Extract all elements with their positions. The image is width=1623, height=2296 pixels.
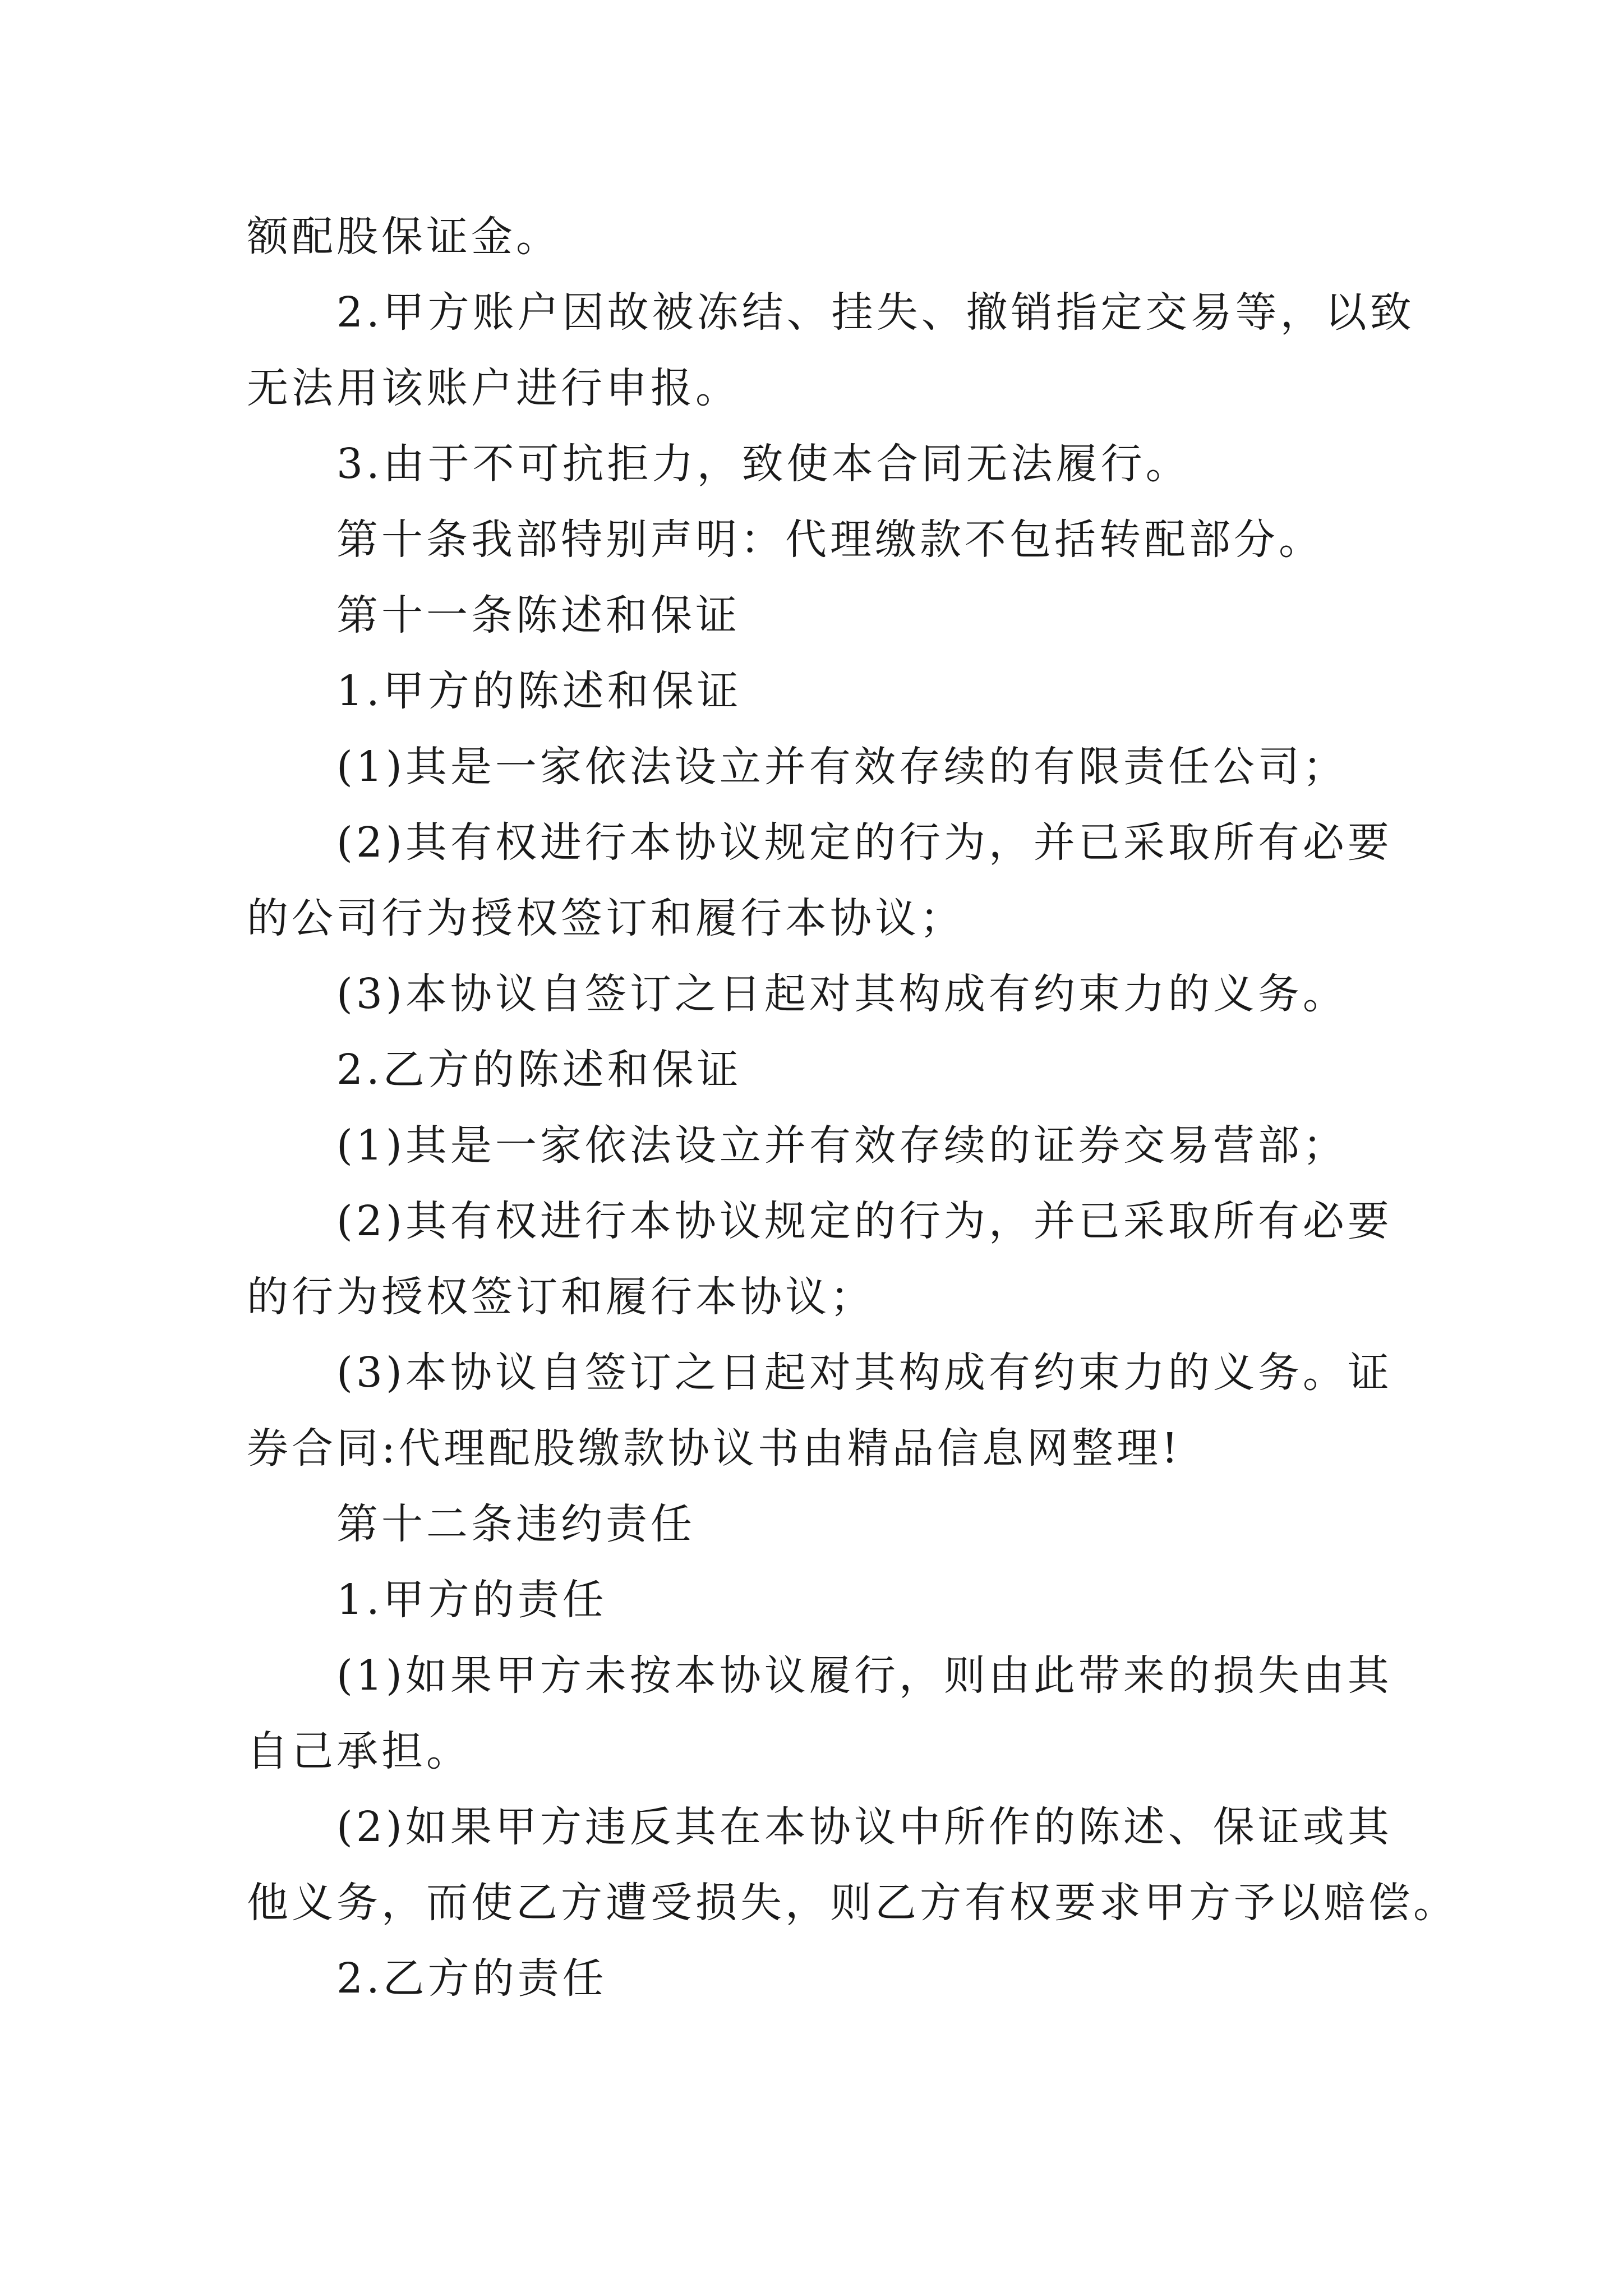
section-heading: 1.甲方的责任 [336,1576,607,1624]
text-line: (3)本协议自签订之日起对其构成有约束力的义务。证 [336,1349,1393,1397]
article-heading: 第十二条违约责任 [336,1500,695,1548]
text-line: (1)其是一家依法设立并有效存续的证券交易营部； [336,1121,1348,1170]
text-line: 无法用该账户进行申报。 [247,364,740,412]
article-heading: 第十一条陈述和保证 [336,591,740,639]
text-line: (1)如果甲方未按本协议履行，则由此带来的损失由其 [336,1651,1393,1700]
text-line: (2)其有权进行本协议规定的行为，并已采取所有必要 [336,1197,1393,1245]
text-line: (3)本协议自签订之日起对其构成有约束力的义务。 [336,970,1348,1018]
text-line: 额配股保证金。 [247,213,561,261]
text-line: 3.由于不可抗拒力，致使本合同无法履行。 [336,440,1191,488]
section-heading: 2.乙方的责任 [336,1954,607,2003]
text-line: 他义务，而使乙方遭受损失，则乙方有权要求甲方予以赔偿。 [247,1879,1458,1927]
article-heading: 第十条我部特别声明：代理缴款不包括转配部分。 [336,516,1324,564]
text-line: 的行为授权签订和履行本协议； [247,1273,875,1321]
text-line: 的公司行为授权签订和履行本协议； [247,894,965,942]
section-heading: 1.甲方的陈述和保证 [336,667,742,715]
text-line: (2)如果甲方违反其在本协议中所作的陈述、保证或其 [336,1803,1393,1851]
text-line: (1)其是一家依法设立并有效存续的有限责任公司； [336,743,1348,791]
text-line: 自己承担。 [247,1727,471,1775]
document-body [247,199,1458,2017]
text-line: (2)其有权进行本协议规定的行为，并已采取所有必要 [336,818,1393,867]
text-line: 2.甲方账户因故被冻结、挂失、撤销指定交易等，以致 [336,288,1415,337]
text-line: 券合同:代理配股缴款协议书由精品信息网整理! [247,1424,1182,1473]
section-heading: 2.乙方的陈述和保证 [336,1046,742,1094]
